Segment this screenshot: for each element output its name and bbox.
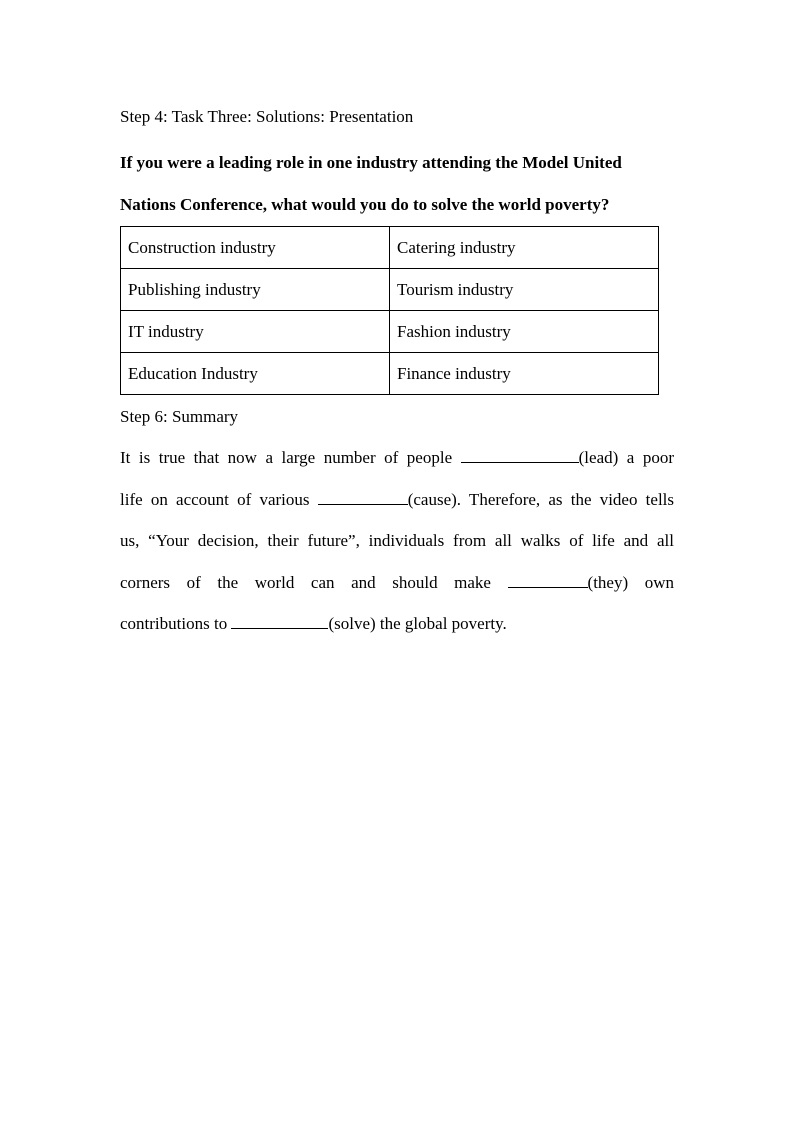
table-row	[121, 227, 659, 269]
step6-heading: Step 6: Summary	[120, 407, 239, 426]
fill-in-blank[interactable]	[318, 488, 408, 505]
fill-in-blank[interactable]	[231, 612, 328, 629]
table-cell: IT industry	[121, 311, 390, 353]
table-cell: Tourism industry	[390, 269, 659, 311]
summary-line-5: contributions to (solve) the global poverty.	[120, 614, 507, 633]
table-cell: Catering industry	[390, 227, 659, 269]
question-line-2: Nations Conference, what would you do to solve the world poverty?	[120, 195, 610, 214]
summary-line-1: It is true that now a large number of people (lead) a poor	[120, 448, 675, 467]
document-page	[120, 100, 674, 645]
industries-table	[120, 226, 659, 395]
summary-paragraph	[120, 437, 674, 645]
summary-line-3: us, “Your decision, their future”, individuals from all walks of life and all	[120, 531, 674, 550]
fill-in-blank[interactable]	[461, 446, 579, 463]
fill-in-blank[interactable]	[508, 571, 588, 588]
table-cell: Education Industry	[121, 353, 390, 395]
table-row	[121, 353, 659, 395]
summary-line-4: corners of the world can and should make (they) own	[120, 572, 674, 592]
table-cell: Construction industry	[121, 227, 390, 269]
table-cell: Fashion industry	[390, 311, 659, 353]
table-cell: Finance industry	[390, 353, 659, 395]
summary-line-2: life on account of various (cause). Therefore, as the video tells	[120, 489, 675, 509]
question-line-1: If you were a leading role in one industry attending the Model United	[120, 153, 622, 172]
table-row	[121, 269, 659, 311]
discussion-question	[120, 142, 674, 226]
table-cell: Publishing industry	[121, 269, 390, 311]
table-row	[121, 311, 659, 353]
step4-heading: Step 4: Task Three: Solutions: Presentation	[120, 107, 414, 126]
